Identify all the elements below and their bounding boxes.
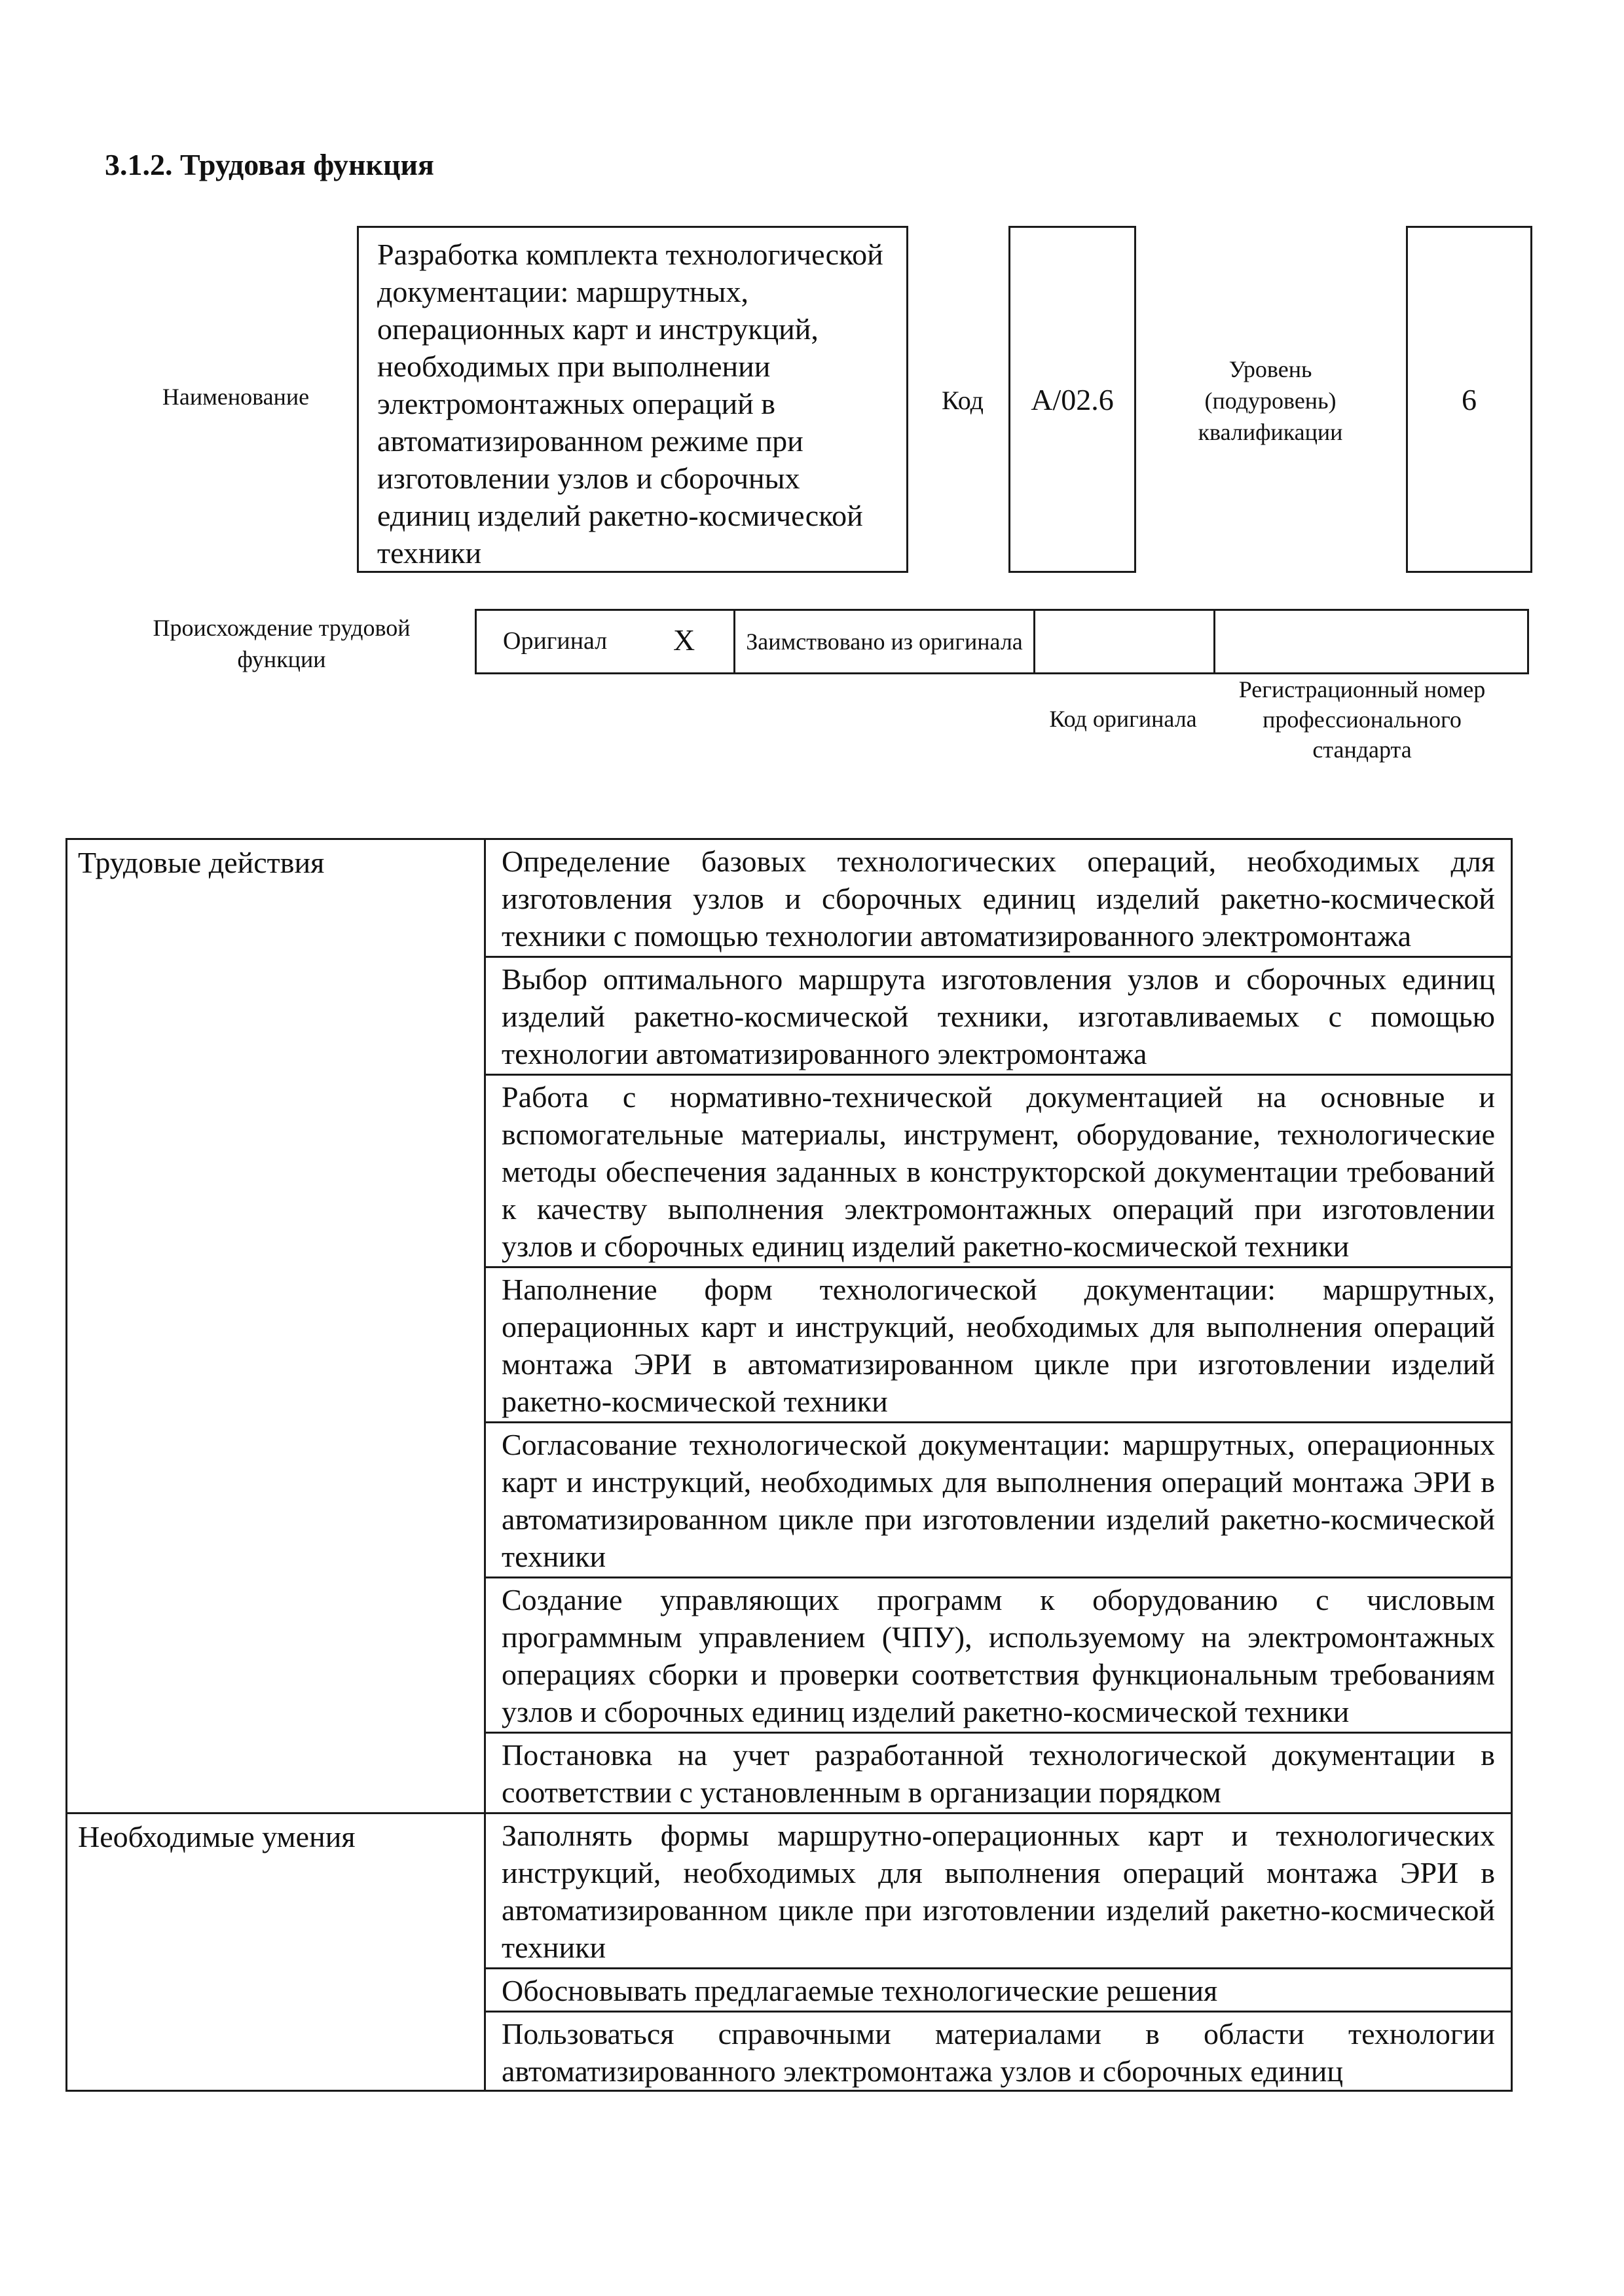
reg-number-label: Регистрационный номер профессионального стандарта: [1238, 676, 1486, 763]
code-label: Код: [942, 386, 984, 415]
table-cell: Постановка на учет разработанной технологической документации в соответствии с установленным в организации порядком: [485, 1733, 1512, 1813]
level-label: Уровень (подуровень) квалификации: [1198, 356, 1343, 445]
table-cell: Работа с нормативно-технической документацией на основные и вспомогательные материалы, инструмент, оборудование, технологические методы обеспечения заданных в конструкторской документации требований к качеству выполнения электромонтажных операций при изготовлении узлов и сборочных единиц изделий ракетно-космической техники: [485, 1075, 1512, 1267]
code-value-box: [1008, 226, 1136, 573]
original-label: Оригинал: [503, 627, 608, 655]
origin-table: [475, 609, 1529, 674]
code-original-cell: [1035, 611, 1215, 672]
name-value-box: [357, 226, 908, 573]
section-title: 3.1.2. Трудовая функция: [105, 148, 434, 181]
table-cell: Заполнять формы маршрутно-операционных карт и технологических инструкций, необходимых для выполнения операций монтажа ЭРИ в автоматизированном цикле при изготовлении изделий ракетно-космической техники: [485, 1813, 1512, 1969]
level-value: 6: [1462, 382, 1477, 416]
table-cell-text: Пользоваться справочными материалами в области технологии автоматизированного электромонтажа узлов и сборочных единиц: [502, 2017, 1495, 2088]
table-cell: Наполнение форм технологической документации: маршрутных, операционных карт и инструкций, необходимых для выполнения операций монтажа ЭРИ в автоматизированном цикле при изготовлении изделий ракетно-космической техники: [485, 1267, 1512, 1423]
name-value: Разработка комплекта технологической документации: маршрутных, операционных карт и инструкций, необходимых при выполнении электромонтажных операций в автоматизированном режиме при изготовлении узлов и сборочных единиц изделий ракетно-космической техники: [377, 238, 883, 570]
table-row: [67, 839, 1512, 957]
level-value-box: [1406, 226, 1532, 573]
original-mark: X: [673, 623, 695, 657]
table-cell: Создание управляющих программ к оборудованию с числовым программным управлением (ЧПУ), используемому на электромонтажных операциях сборки и проверки соответствия функциональным требованиям узлов и сборочных единиц изделий ракетно-космической техники: [485, 1578, 1512, 1733]
reg-number-cell: [1215, 611, 1527, 672]
table-cell: Согласование технологической документации: маршрутных, операционных карт и инструкций, необходимых для выполнения операций монтажа ЭРИ в автоматизированном цикле при изготовлении изделий ракетно-космической техники: [485, 1423, 1512, 1578]
original-cell: [477, 611, 735, 672]
function-table: [65, 838, 1513, 2092]
table-cell: Определение базовых технологических операций, необходимых для изготовления узлов и сборочных единиц изделий ракетно-космической техники с помощью технологии автоматизированного электромонтажа: [485, 839, 1512, 957]
origin-label: Происхождение трудовой функции: [153, 615, 411, 672]
table-cell: Обосновывать предлагаемые технологические решения: [485, 1969, 1512, 2012]
borrowed-cell: [735, 611, 1035, 672]
section-label-skills: Необходимые умения: [67, 1813, 485, 2091]
name-label: Наименование: [162, 384, 310, 410]
borrowed-label: Заимствовано из оригинала: [746, 629, 1023, 655]
table-cell: [485, 2012, 1512, 2091]
code-original-label: Код оригинала: [1049, 706, 1197, 732]
table-row: [67, 1813, 1512, 1969]
table-cell: Выбор оптимального маршрута изготовления узлов и сборочных единиц изделий ракетно-космической техники, изготавливаемых с помощью технологии автоматизированного электромонтажа: [485, 957, 1512, 1075]
code-value: A/02.6: [1031, 382, 1114, 416]
section-label-actions: Трудовые действия: [67, 839, 485, 1813]
